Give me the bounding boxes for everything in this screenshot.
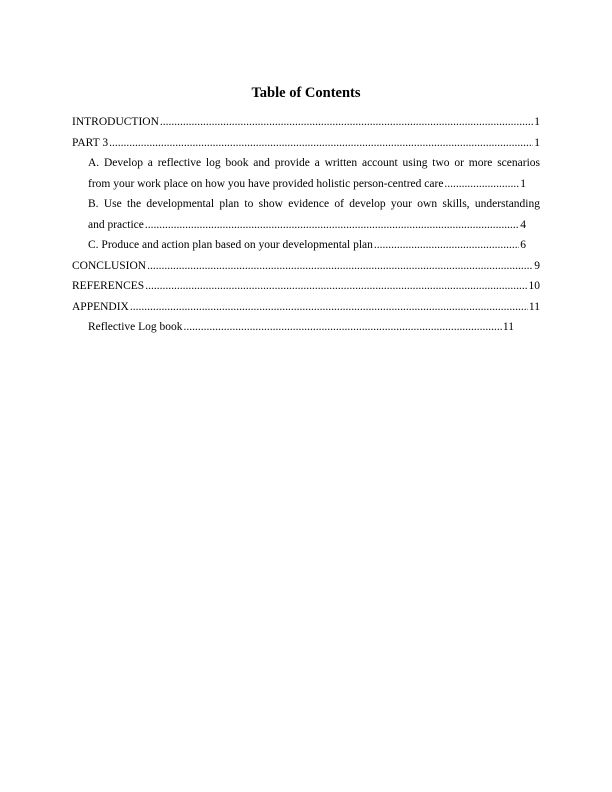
toc-entry-label: PART 3 — [72, 136, 109, 149]
toc-entry-label-line1: A. Develop a reflective log book and provide a written account using two or more scenarios — [88, 157, 540, 169]
leader-dots — [184, 317, 502, 338]
toc-entry-page: 6 — [520, 239, 526, 251]
leader-dots — [160, 112, 533, 133]
toc-entry-page: 1 — [520, 177, 526, 190]
toc-entry-conclusion[interactable] — [72, 256, 540, 277]
toc-entry-page: 11 — [502, 321, 514, 333]
leader-dots — [444, 174, 519, 195]
table-of-contents — [72, 112, 540, 338]
leader-dots — [130, 297, 528, 318]
toc-entry-label-line1: B. Use the developmental plan to show evidence of develop your own skills, understanding — [88, 198, 540, 210]
leader-dots — [145, 276, 527, 297]
toc-entry-label: INTRODUCTION — [72, 116, 159, 128]
toc-entry-page: 1 — [534, 136, 540, 149]
toc-entry-references[interactable] — [72, 276, 540, 297]
toc-entry-label: Reflective Log book — [88, 321, 183, 333]
toc-entry-section-b[interactable] — [88, 194, 540, 235]
toc-entry-label: CONCLUSION — [72, 259, 147, 272]
leader-dots — [374, 235, 519, 256]
toc-entry-appendix[interactable] — [72, 297, 540, 318]
toc-entry-page: 11 — [528, 300, 540, 313]
toc-entry-label: APPENDIX — [72, 300, 129, 313]
toc-title: Table of Contents — [251, 85, 361, 101]
leader-dots — [109, 133, 533, 154]
toc-entry-page: 10 — [528, 280, 540, 292]
toc-entry-label-line2: from your work place on how you have provided holistic person-centred care — [88, 177, 444, 190]
toc-entry-section-a[interactable] — [88, 153, 540, 194]
toc-entry-page: 9 — [534, 259, 540, 272]
toc-entry-page: 4 — [520, 218, 526, 231]
toc-entry-page: 1 — [534, 116, 540, 128]
toc-entry-label-line2: and practice — [88, 218, 144, 231]
leader-dots — [147, 256, 533, 277]
toc-entry-part-3[interactable] — [72, 133, 540, 154]
leader-dots — [145, 215, 519, 236]
toc-entry-introduction[interactable] — [72, 112, 540, 133]
toc-entry-label: REFERENCES — [72, 280, 145, 292]
toc-entry-section-c[interactable] — [88, 235, 526, 256]
toc-entry-label: C. Produce and action plan based on your developmental plan — [88, 239, 373, 251]
toc-entry-reflective-log-book[interactable] — [88, 317, 514, 338]
